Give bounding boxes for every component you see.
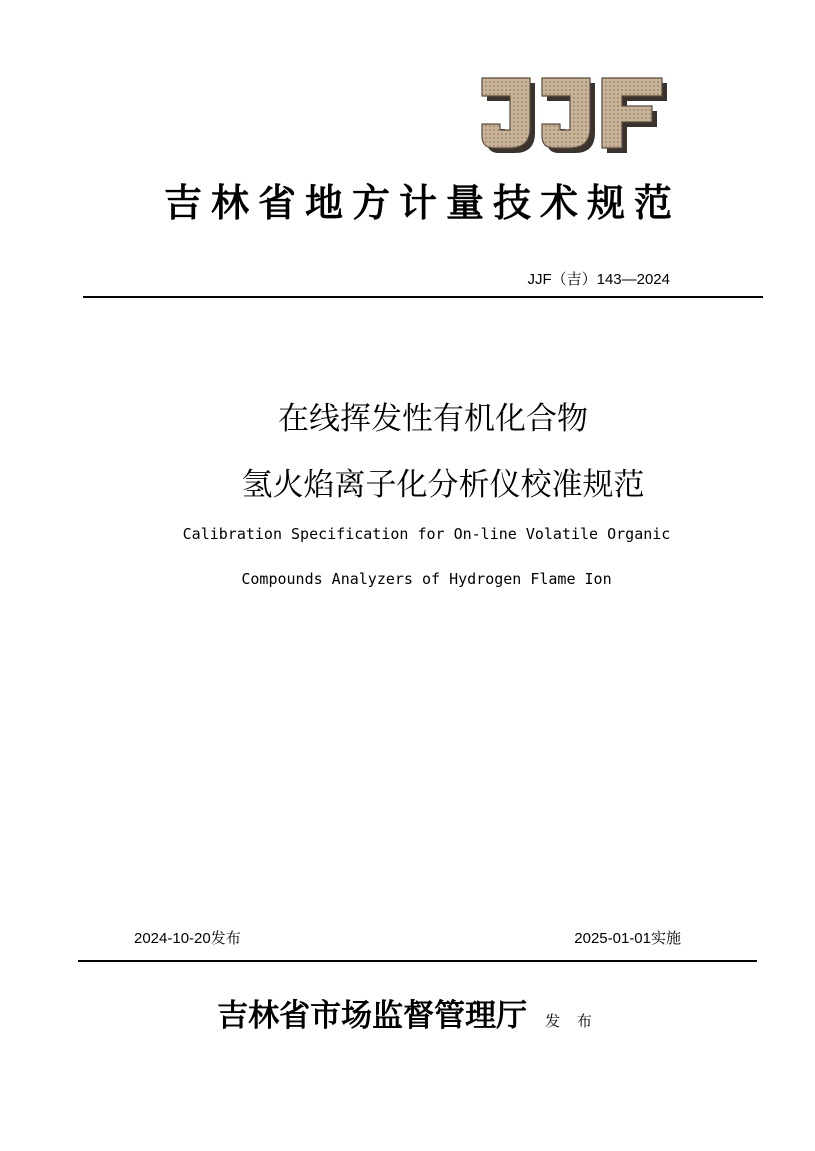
document-number: JJF（吉）143—2024	[527, 271, 670, 288]
issuer	[0, 990, 815, 1035]
issuer-suffix: 发 布	[545, 1012, 598, 1030]
english-title-line-2: Compounds Analyzers of Hydrogen Flame Ion	[241, 570, 612, 588]
title-line-1: 在线挥发性有机化合物	[278, 401, 588, 437]
logo-face	[482, 78, 662, 148]
issue-date: 2024-10-20发布	[134, 930, 241, 947]
jjf-logo	[480, 76, 670, 156]
english-title-line-1: Calibration Specification for On-line Volatile Organic	[182, 525, 671, 543]
issuer-name: 吉林省市场监督管理厅	[217, 998, 528, 1034]
series-title: 吉林省地方计量技术规范	[163, 180, 681, 225]
title-line-2: 氢火焰离子化分析仪校准规范	[241, 467, 645, 503]
effective-date: 2025-01-01实施	[574, 930, 681, 947]
top-divider	[83, 296, 763, 298]
bottom-divider	[78, 960, 757, 962]
